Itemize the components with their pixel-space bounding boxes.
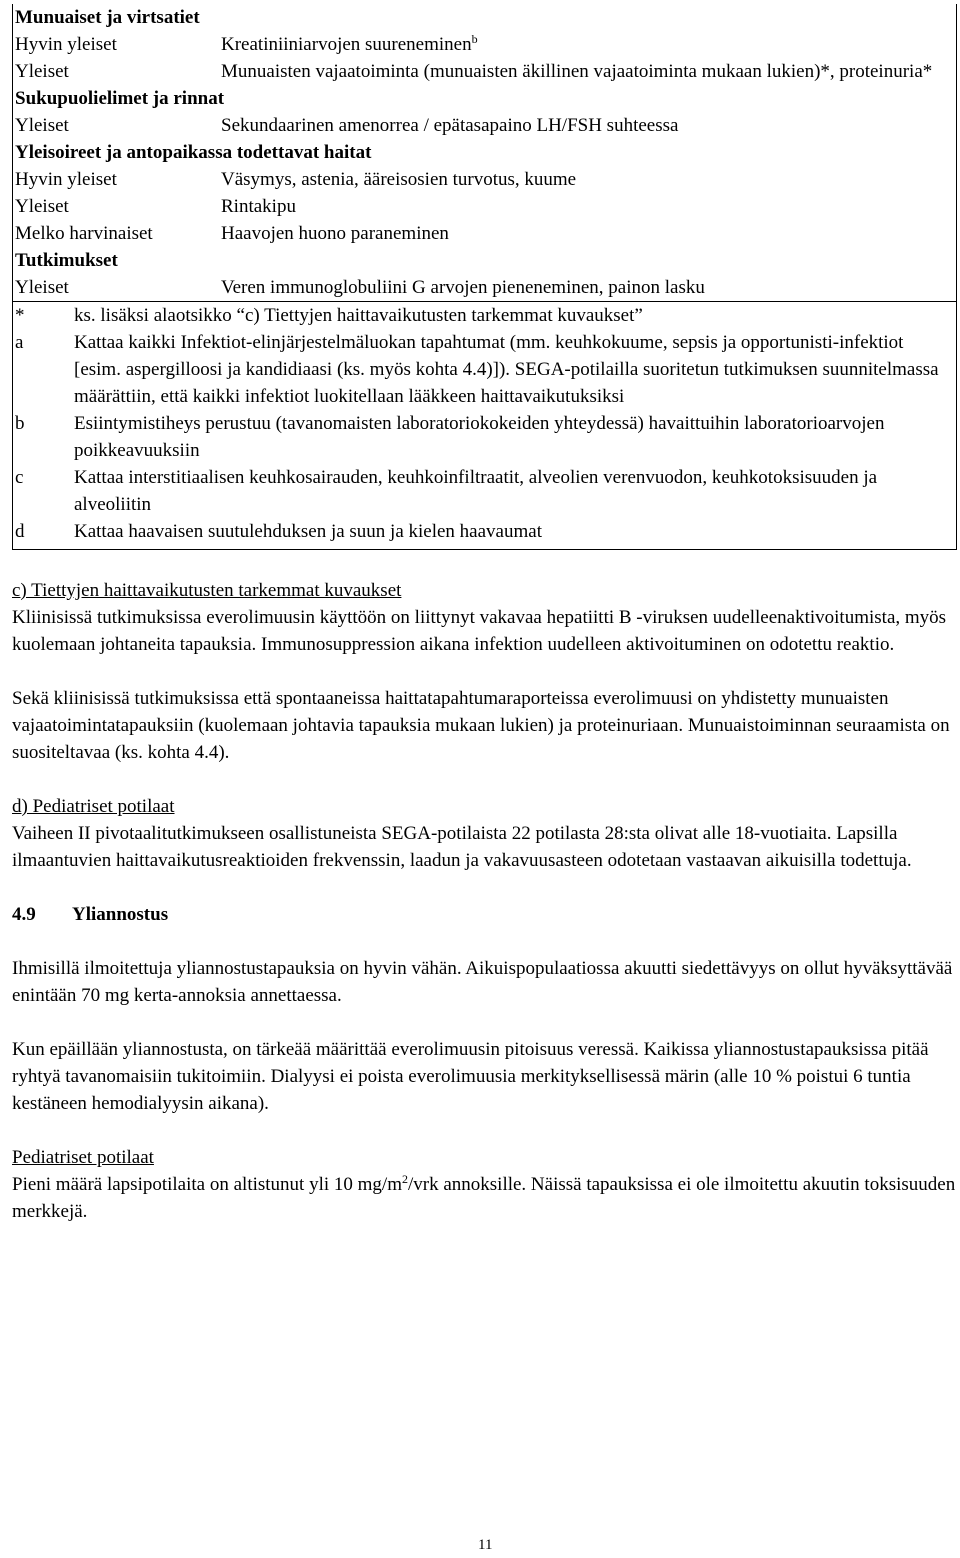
table-row (15, 31, 956, 58)
reaction-cell: Munuaisten vajaatoiminta (munuaisten äkillinen vajaatoiminta mukaan lukien)*, proteinuria* (221, 61, 933, 82)
table-row (13, 274, 956, 302)
footnote (15, 329, 956, 410)
frequency-cell: Hyvin yleiset (15, 169, 117, 190)
footnote-mark: * (15, 305, 25, 326)
footnote (15, 518, 956, 545)
footnote (15, 410, 956, 464)
section-number: 4.9 (12, 904, 36, 925)
footnote-text: Kattaa interstitiaalisen keuhkosairauden, keuhkoinfiltraatit, alveolien verenvuodon, keuhkotoksisuuden ja alveoliitin (74, 467, 878, 515)
frequency-cell: Hyvin yleiset (15, 34, 117, 55)
section-d-heading: d) Pediatriset potilaat (12, 796, 175, 817)
reaction-cell: Rintakipu (221, 196, 296, 217)
footnote-text: ks. lisäksi alaotsikko “c) Tiettyjen haittavaikutusten tarkemmat kuvaukset” (74, 305, 643, 326)
document-page (12, 0, 957, 1225)
pediatric-heading: Pediatriset potilaat (12, 1147, 154, 1168)
section-c-paragraph: Sekä kliinisissä tutkimuksissa että spontaaneissa haittatapahtumaraporteissa everolimuusi on yhdistetty munuaisten vajaatoimintatapauksiin (kuolemaan johtavia tapauksia mukaan lukien) ja proteinuriaan. Munuaistoiminnan seuraamista on suositeltavaa (ks. kohta 4.4). (12, 688, 950, 763)
table-row (15, 166, 956, 193)
reaction-cell: Sekundaarinen amenorrea / epätasapaino LH/FSH suhteessa (221, 115, 679, 136)
frequency-cell: Yleiset (15, 277, 69, 298)
table-group-heading: Sukupuolielimet ja rinnat (15, 88, 225, 109)
section-c-heading: c) Tiettyjen haittavaikutusten tarkemmat kuvaukset (12, 580, 402, 601)
section-heading (12, 901, 957, 928)
footnote-mark: d (15, 521, 25, 542)
frequency-cell: Yleiset (15, 196, 69, 217)
table-row (15, 220, 956, 247)
table-group-heading: Yleisoireet ja antopaikassa todettavat haitat (15, 142, 372, 163)
superscript-mark: 2 (401, 1172, 408, 1186)
table-group-heading: Munuaiset ja virtsatiet (15, 7, 200, 28)
overdose-paragraph: Ihmisillä ilmoitettuja yliannostustapauksia on hyvin vähän. Aikuispopulaatiossa akuutti siedettävyys on ollut hyväksyttävää enintään 70 mg kerta-annoksia annettaessa. (12, 958, 953, 1006)
section-c-paragraph: Kliinisissä tutkimuksissa everolimuusin käyttöön on liittynyt vakavaa hepatiitti B -viruksen uudelleenaktivoitumista, myös kuolemaan johtaneita tapauksia. Immunosuppression aikana infektion uudelleen aktivoituminen on odotettu reaktio. (12, 607, 947, 655)
reaction-cell: Haavojen huono paraneminen (221, 223, 449, 244)
footnote-mark: c (15, 467, 24, 488)
pediatric-paragraph: Pieni määrä lapsipotilaita on altistunut yli 10 $mg/m^2$/vrk annoksille. Näissä tapauksissa ei ole ilmoitettu akuutin toksisuuden merkkejä. (12, 1172, 956, 1222)
frequency-cell: Yleiset (15, 61, 69, 82)
overdose-paragraph: Kun epäillään yliannostusta, on tärkeää määrittää everolimuusin pitoisuus veressä. Kaikissa yliannostustapauksissa pitää ryhtyä tavanomaisiin tukitoimiin. Dialyysi ei poista everolimuusia merkityksellisessä märin (alle 10 % poistui 6 tuntia kestäneen hemodialyysin aikana). (12, 1039, 929, 1114)
footnote-text: Kattaa haavaisen suutulehduksen ja suun ja kielen haavaumat (74, 521, 542, 542)
table-row (15, 112, 956, 139)
reaction-cell: Väsymys, astenia, ääreisosien turvotus, kuume (221, 169, 577, 190)
footnote-text: Esiintymistiheys perustuu (tavanomaisten laboratoriokokeiden yhteydessä) havaittuihin laboratorioarvojen poikkeavuuksiin (74, 413, 885, 461)
table-row (15, 58, 956, 85)
table-row (15, 193, 956, 220)
footnote (15, 464, 956, 518)
reaction-cell: Kreatiniiniarvojen suureneminen$^b$ (221, 32, 478, 55)
footnote-text: Kattaa kaikki Infektiot-elinjärjestelmäluokan tapahtumat (mm. keuhkokuume, sepsis ja opportunisti-infektiot [esim. aspergilloosi ja kandidiaasi (ks. myös kohta 4.4)]). SEGA-potilailla suoritetun tutkimuksen suunnitelmassa määrättiin, että kaikki infektiot luokitellaan lääkkeen haittavaikutuksiksi (74, 332, 939, 407)
frequency-cell: Melko harvinaiset (15, 223, 153, 244)
footnote-mark: a (15, 332, 24, 353)
frequency-cell: Yleiset (15, 115, 69, 136)
table-footnotes (13, 302, 956, 550)
adverse-reactions-table (12, 4, 957, 550)
table-group-heading: Tutkimukset (15, 250, 118, 271)
section-title: Yliannostus (72, 904, 169, 925)
section-d-paragraph: Vaiheen II pivotaalitutkimukseen osallistuneista SEGA-potilaista 22 potilasta 28:sta olivat alle 18-vuotiaita. Lapsilla ilmaantuvien haittavaikutusreaktioiden frekvenssin, laadun ja vakavuusasteen odotetaan vastaavan aikuisilla todettuja. (12, 823, 912, 871)
superscript-mark: b (471, 32, 478, 46)
page-number: 11 (478, 1537, 493, 1553)
footnote (15, 302, 956, 329)
footnote-mark: b (15, 413, 25, 434)
reaction-cell: Veren immunoglobuliini G arvojen pieneneminen, painon lasku (221, 277, 705, 298)
